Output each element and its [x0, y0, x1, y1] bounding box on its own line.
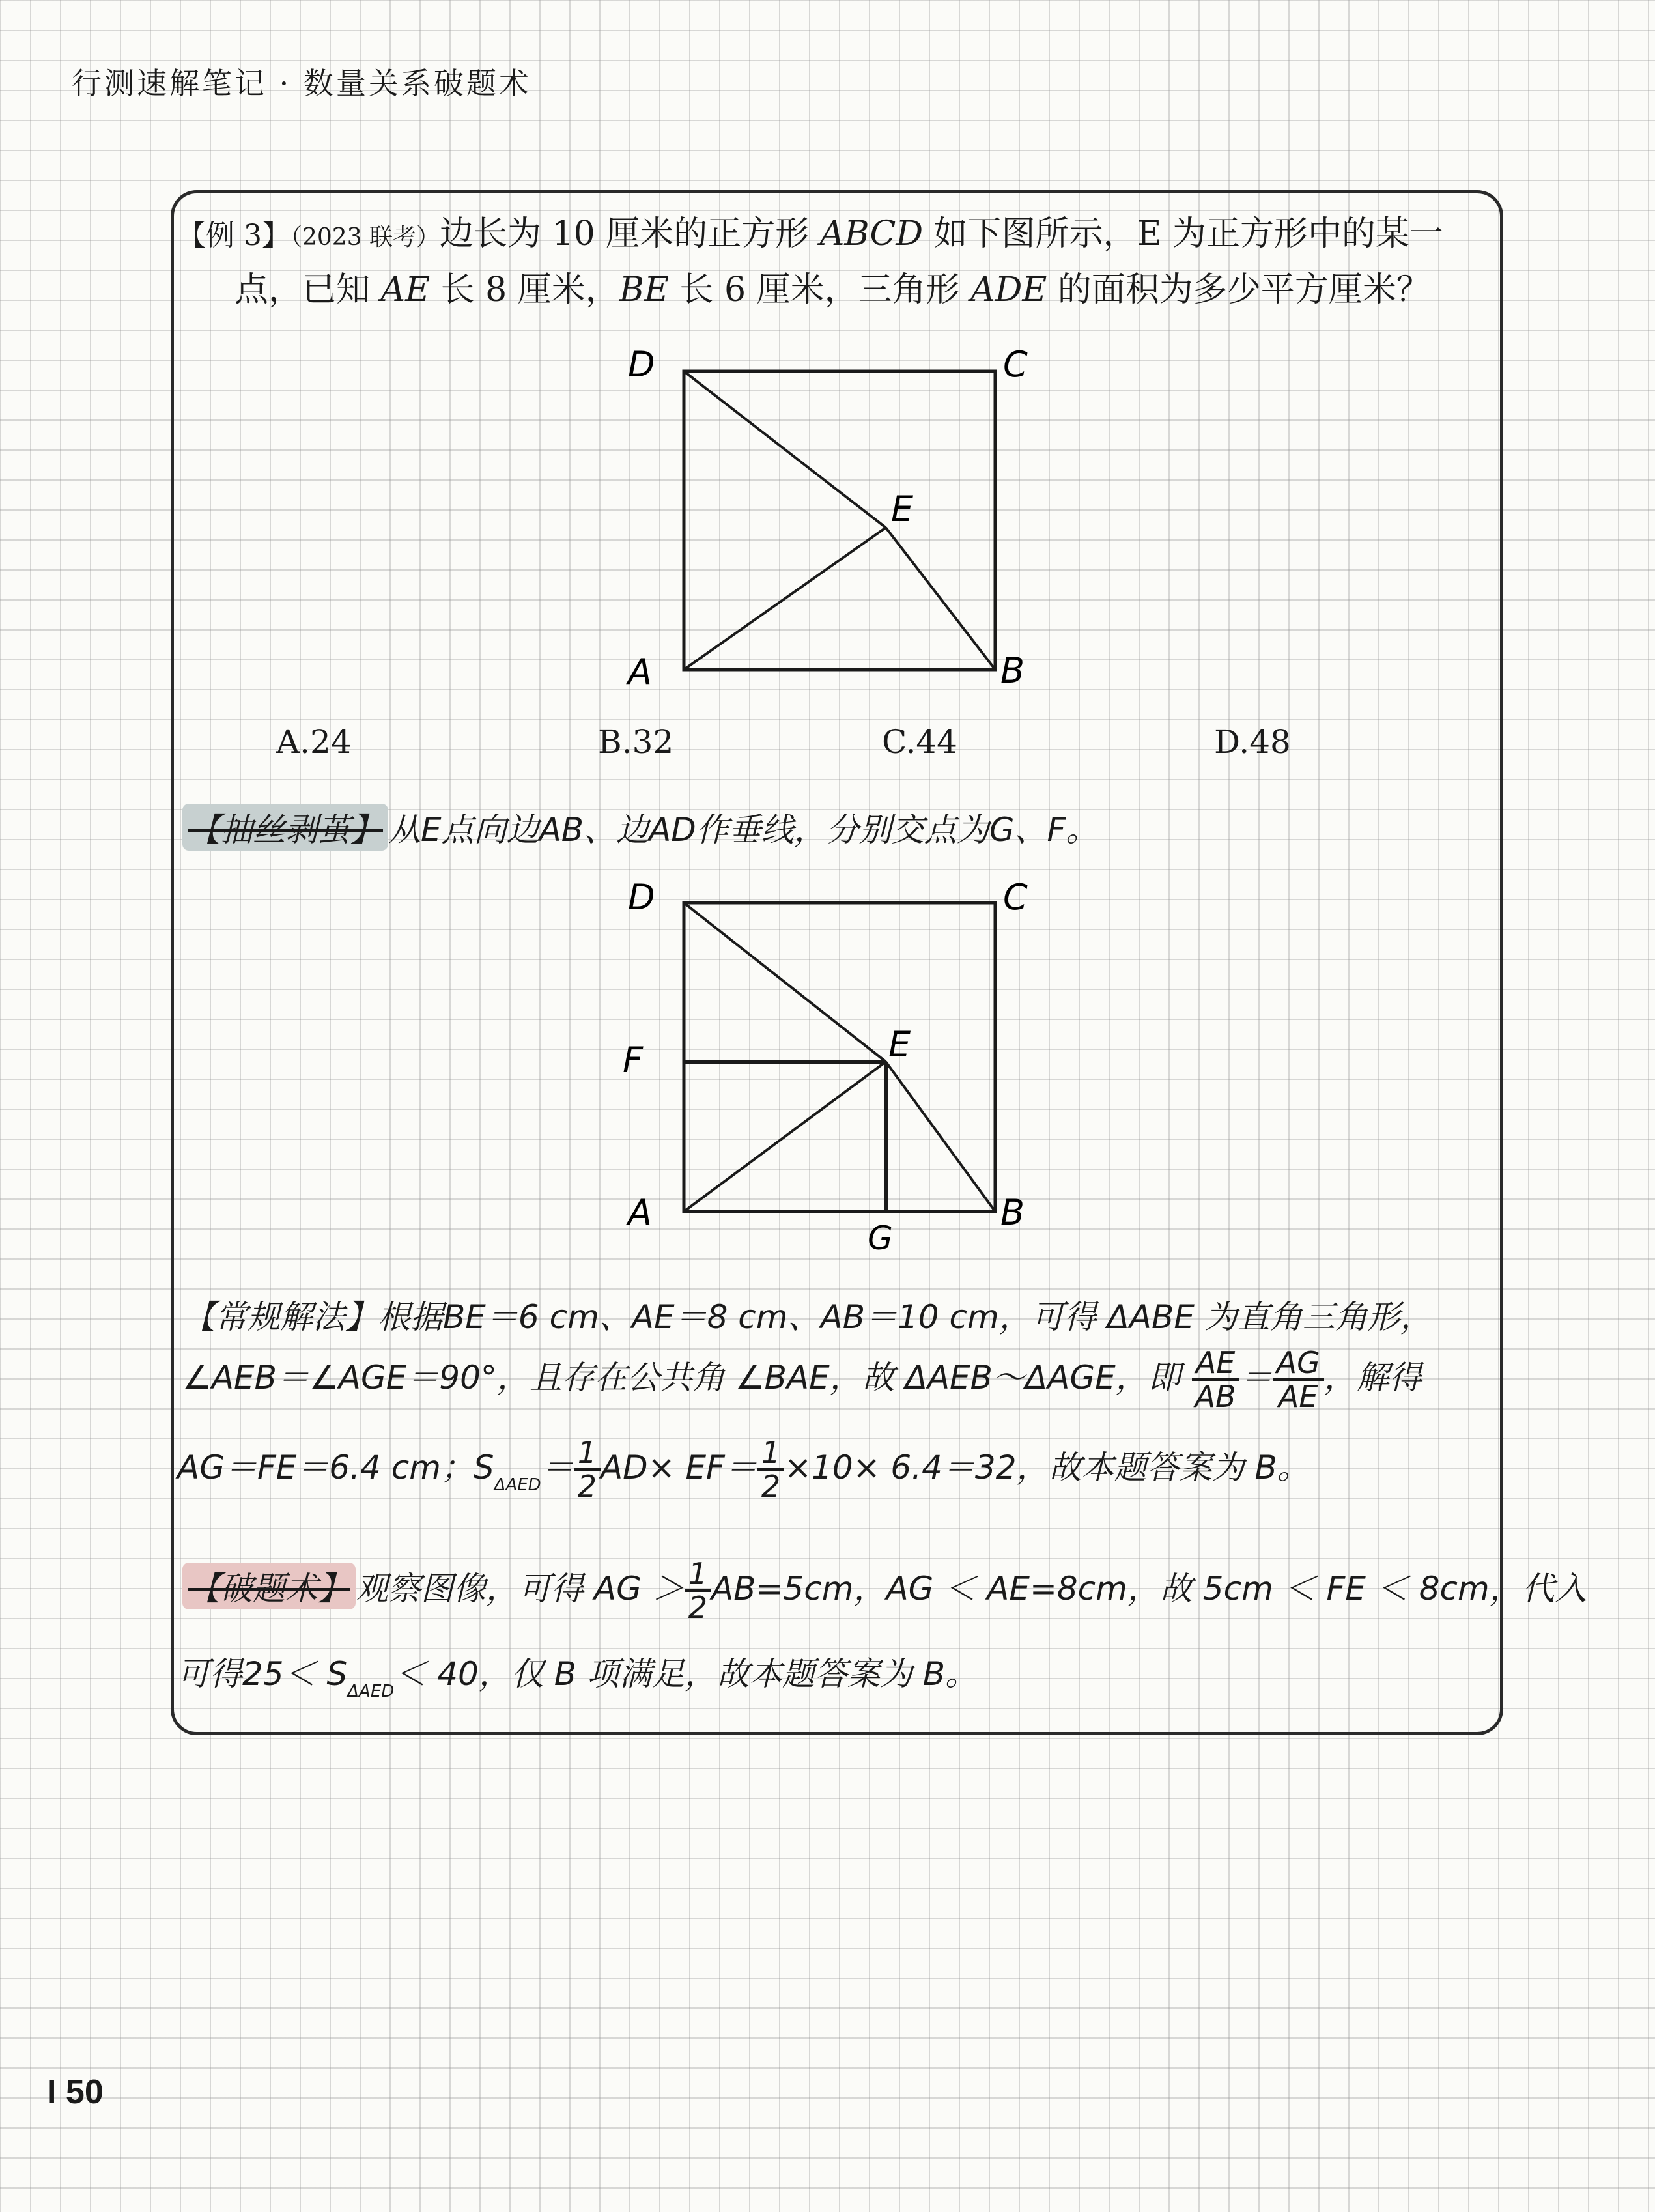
- method1-text: ×10× 6.4＝32，故本题答案为 B。: [784, 1448, 1310, 1486]
- label-e: E: [891, 489, 914, 530]
- option-b: B.32: [598, 723, 674, 761]
- question-text: 的面积为多少平方厘米？: [1047, 270, 1430, 309]
- question-text: 边长为 10 厘米的正方形: [440, 214, 820, 253]
- method1-line-3: [177, 1437, 1310, 1503]
- option-c: C.44: [882, 723, 957, 761]
- label-b: B: [1000, 1192, 1025, 1233]
- frac-num: 1: [685, 1558, 711, 1592]
- method1-text: AD× EF＝: [600, 1448, 757, 1486]
- example-tag: 【例 3】: [177, 219, 290, 252]
- fraction-half: [574, 1437, 601, 1503]
- method2-label: 【破题术】: [182, 1563, 356, 1609]
- label-e: E: [888, 1024, 911, 1065]
- figure-2-square: [612, 873, 1055, 1257]
- segment-de: [684, 903, 886, 1062]
- subscript: ΔAED: [347, 1682, 395, 1701]
- method1-text: 根据BE＝6 cm、AE＝8 cm、AB＝10 cm，可得 ΔABE 为直角三角形，: [378, 1298, 1433, 1336]
- method2-text: AB=5cm，AG ＜ AE=8cm，故 5cm ＜ FE ＜ 8cm，代入: [711, 1569, 1587, 1608]
- square-abcd: [684, 371, 995, 670]
- option-a: A.24: [276, 723, 352, 761]
- method2-text: 可得25＜ S: [177, 1655, 348, 1693]
- method2-text: ＜ 40，仅 B 项满足，故本题答案为 B。: [394, 1655, 978, 1693]
- method1-line-1: [182, 1291, 1433, 1338]
- frac-den: 2: [577, 1469, 597, 1505]
- segment-ae: [684, 528, 886, 670]
- frac-num: AE: [1192, 1347, 1239, 1381]
- frac-num: AG: [1273, 1347, 1324, 1381]
- label-a: A: [628, 651, 652, 692]
- segment-ae: [684, 1062, 886, 1212]
- question-line-2: [234, 262, 1430, 311]
- question-line-1: [177, 206, 1443, 255]
- figure-1-square: [612, 339, 1055, 703]
- frac-num: 1: [757, 1437, 784, 1471]
- segment-be: [886, 528, 995, 670]
- header-title: 行测速解笔记 · 数量关系破题术: [72, 66, 531, 101]
- label-c: C: [1003, 877, 1028, 918]
- equals: ＝: [1239, 1358, 1273, 1397]
- label-a: A: [628, 1192, 652, 1233]
- question-var: AE: [380, 270, 431, 309]
- label-f: F: [623, 1040, 644, 1081]
- equals: ＝: [541, 1448, 574, 1486]
- question-source: （2023 联考）: [290, 224, 440, 251]
- frac-num: 1: [574, 1437, 601, 1471]
- frac-den: 2: [688, 1590, 708, 1626]
- frac-den: 2: [761, 1469, 781, 1505]
- label-b: B: [1000, 650, 1025, 691]
- question-text: 点，已知: [234, 270, 381, 309]
- question-var: BE: [619, 270, 669, 309]
- method2-line-2: [177, 1648, 978, 1701]
- fraction-half: [757, 1437, 784, 1503]
- method1-text: ∠AEB＝∠AGE＝90°，且存在公共角 ∠BAE，故 ΔAEB～ΔAGE，即: [182, 1358, 1181, 1397]
- label-d: D: [628, 877, 655, 918]
- fraction-half: [685, 1558, 711, 1624]
- frac-den: AB: [1195, 1379, 1236, 1415]
- method2-text: 观察图像，可得 AG ＞: [356, 1569, 685, 1608]
- question-text: 长 8 厘米，: [430, 270, 619, 309]
- fraction-ae-ab: [1191, 1347, 1240, 1413]
- square-abcd: [684, 903, 995, 1212]
- label-g: G: [868, 1219, 893, 1257]
- method1-text: AG＝FE＝6.4 cm；S: [177, 1448, 494, 1486]
- page-number: I 50: [47, 2073, 104, 2111]
- segment-de: [684, 371, 886, 528]
- question-var: ABCD: [819, 214, 924, 253]
- method2-line-1: [182, 1558, 1587, 1624]
- label-c: C: [1003, 344, 1028, 385]
- subscript: ΔAED: [494, 1475, 541, 1495]
- method1-label: 【常规解法】: [182, 1298, 378, 1336]
- label-d: D: [628, 344, 655, 385]
- segment-be: [886, 1062, 995, 1212]
- question-var: ADE: [970, 270, 1047, 309]
- fraction-ag-ae: [1273, 1347, 1324, 1413]
- hint-line: [182, 804, 1098, 851]
- hint-label: 【抽丝剥茧】: [182, 804, 388, 851]
- question-text: 长 6 厘米，三角形: [668, 270, 971, 309]
- hint-text: 从E点向边AB、边AD作垂线，分别交点为G、F。: [388, 811, 1099, 849]
- question-text: 如下图所示，E 为正方形中的某一: [923, 214, 1444, 253]
- option-d: D.48: [1214, 723, 1291, 761]
- method1-line-2: [182, 1347, 1422, 1413]
- frac-den: AE: [1278, 1379, 1318, 1415]
- method1-text: ，解得: [1323, 1358, 1422, 1397]
